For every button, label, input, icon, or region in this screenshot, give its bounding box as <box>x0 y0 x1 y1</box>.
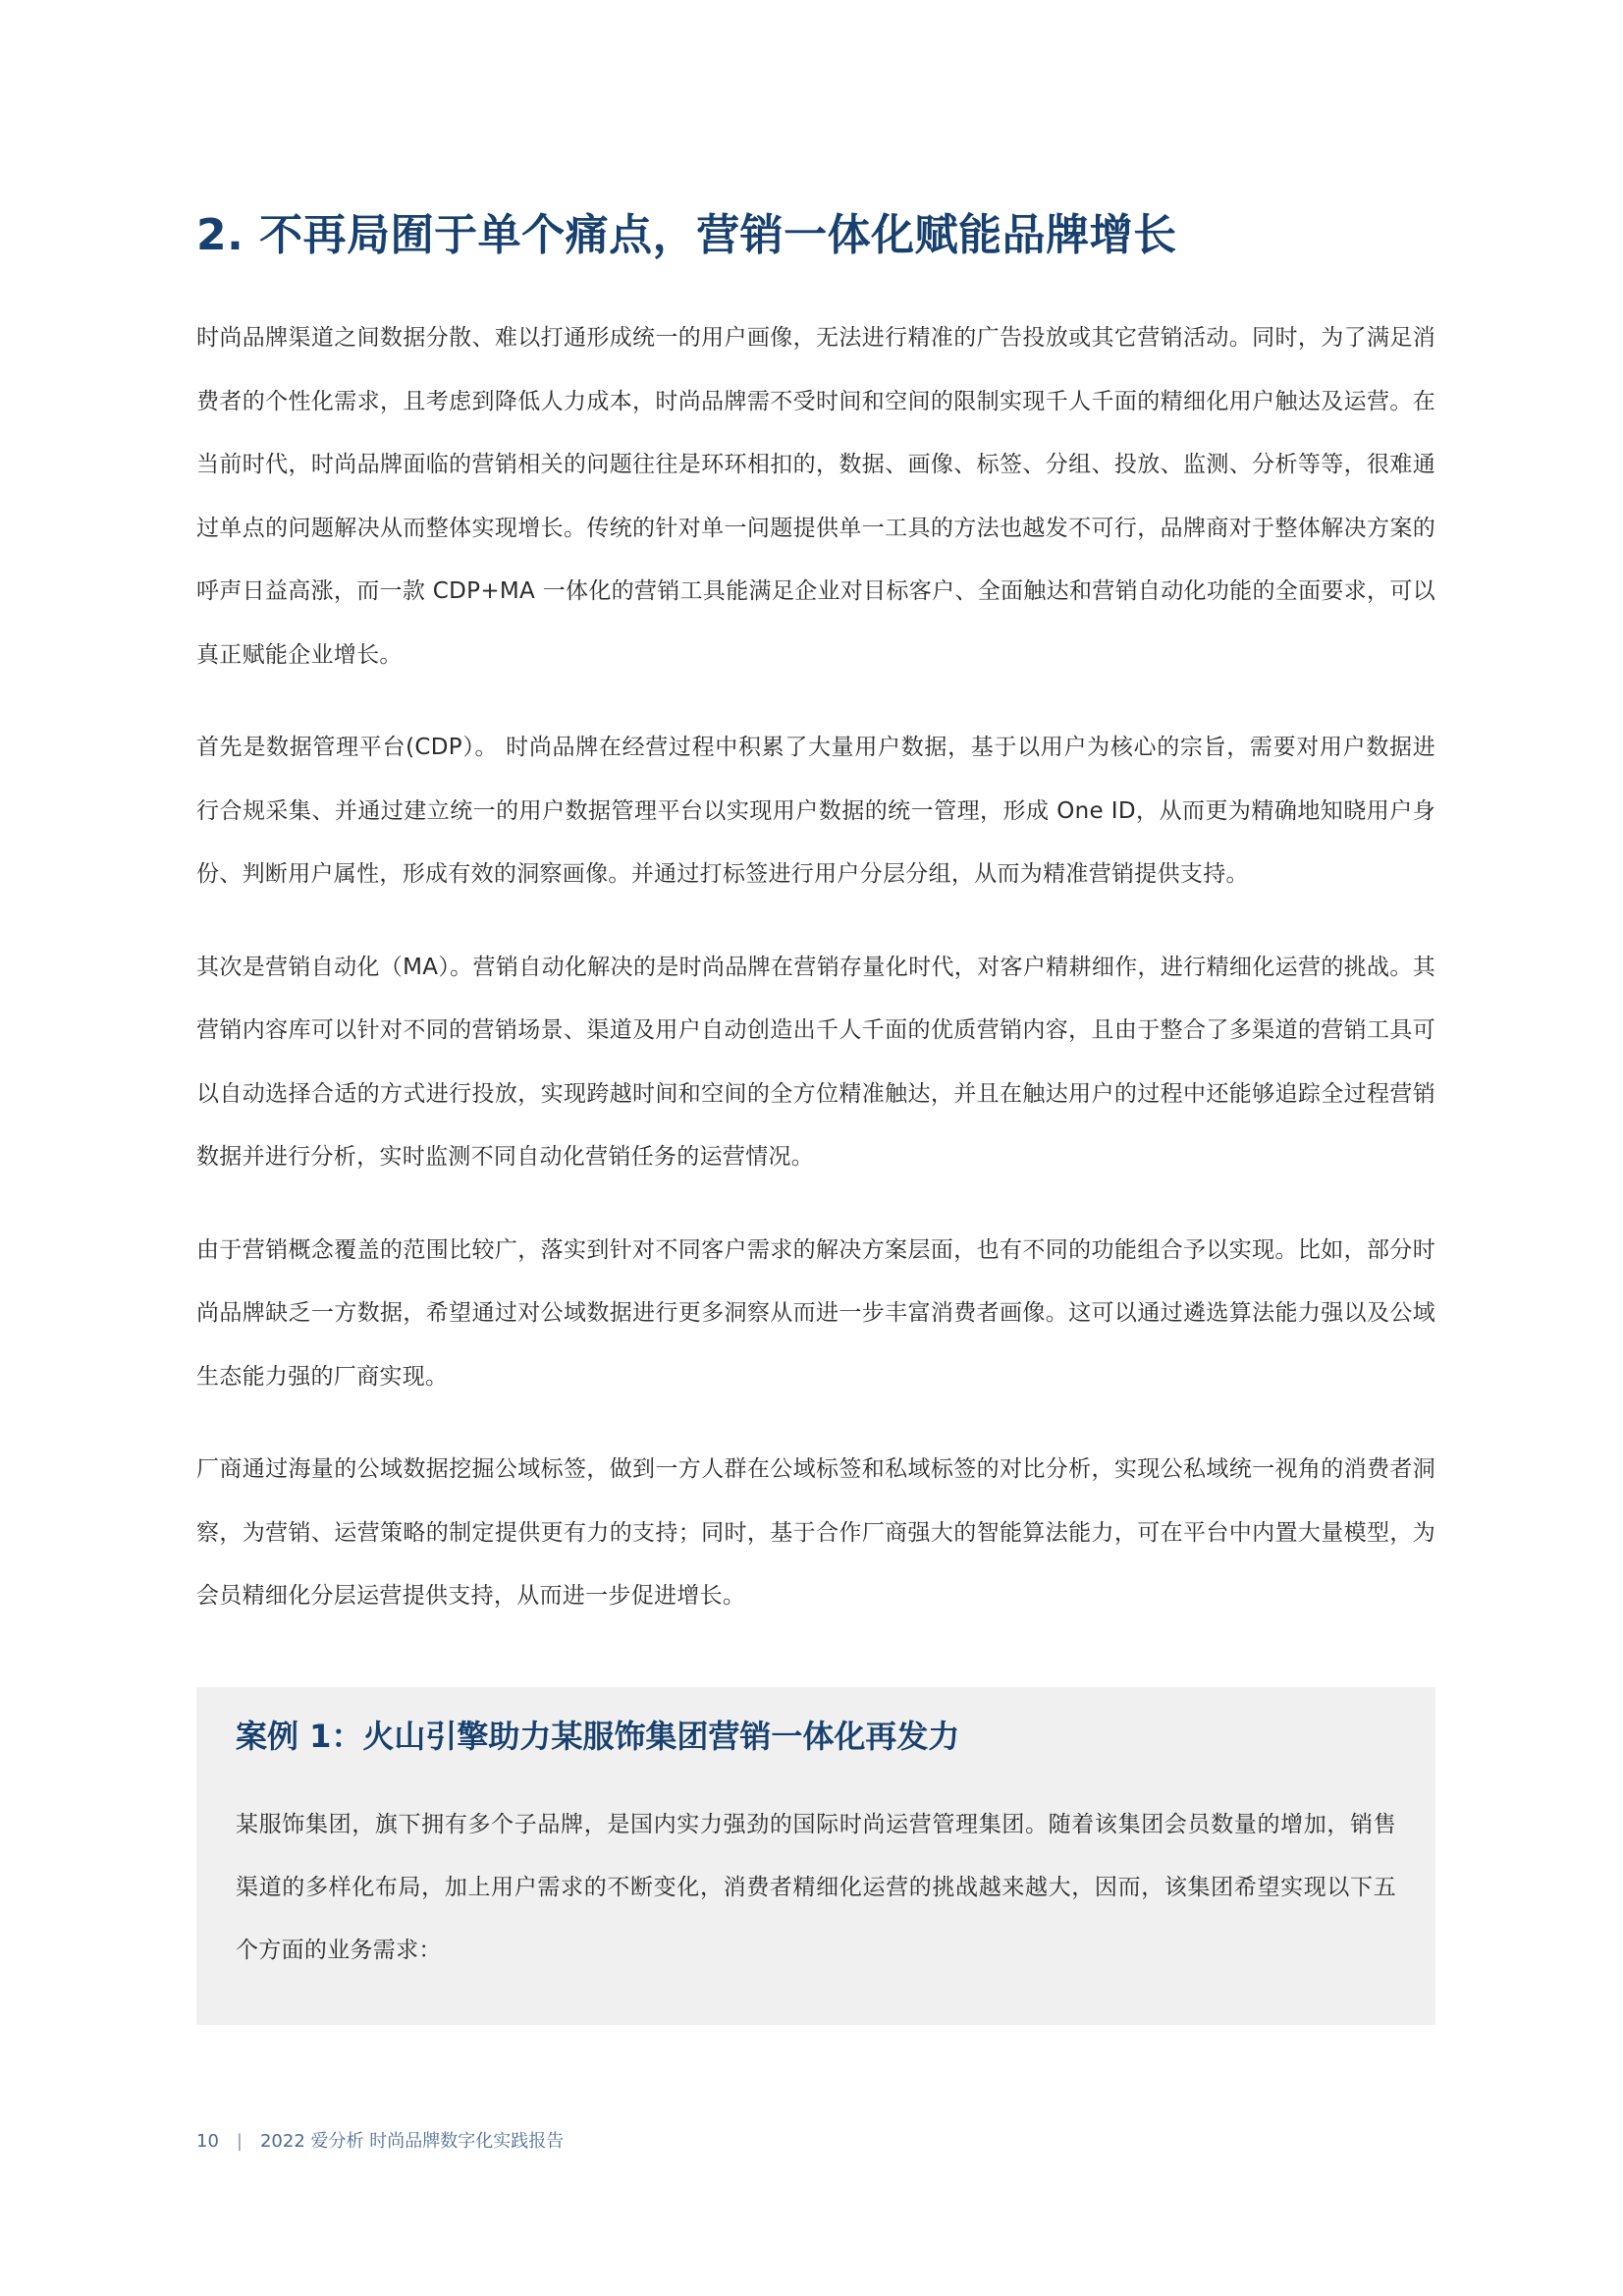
paragraph: 时尚品牌渠道之间数据分散、难以打通形成统一的用户画像，无法进行精准的广告投放或其它营销活动。同时，为了满足消费者的个性化需求，且考虑到降低人力成本，时尚品牌需不受时间和空间的限制实现千人千面的精细化用户触达及运营。在当前时代，时尚品牌面临的营销相关的问题往往是环环相扣的，数据、画像、标签、分组、投放、监测、分析等等，很难通过单点的问题解决从而整体实现增长。传统的针对单一问题提供单一工具的方法也越发不可行，品牌商对于整体解决方案的呼声日益高涨，而一款 CDP+MA 一体化的营销工具能满足企业对目标客户、全面触达和营销自动化功能的全面要求，可以真正赋能企业增长。 <box>196 325 1435 668</box>
case-study-text: 某服饰集团，旗下拥有多个子品牌，是国内实力强劲的国际时尚运营管理集团。随着该集团会员数量的增加，销售渠道的多样化布局，加上用户需求的不断变化，消费者精细化运营的挑战越来越大，因而，该集团希望实现以下五个方面的业务需求： <box>236 1812 1396 1963</box>
paragraph: 由于营销概念覆盖的范围比较广，落实到针对不同客户需求的解决方案层面，也有不同的功能组合予以实现。比如，部分时尚品牌缺乏一方数据，希望通过对公域数据进行更多洞察从而进一步丰富消费者画像。这可以通过遴选算法能力强以及公域生态能力强的厂商实现。 <box>196 1236 1435 1390</box>
report-title: 2022 爱分析 时尚品牌数字化实践报告 <box>259 2131 565 2152</box>
paragraph: 首先是数据管理平台(CDP）。 时尚品牌在经营过程中积累了大量用户数据，基于以用户为核心的宗旨，需要对用户数据进行合规采集、并通过建立统一的用户数据管理平台以实现用户数据的统一管理，形成 One ID，从而更为精确地知晓用户身份、判断用户属性，形成有效的洞察画像。并通过打标签进行用户分层分组，从而为精准营销提供支持。 <box>196 735 1435 887</box>
paragraph: 其次是营销自动化（MA）。营销自动化解决的是时尚品牌在营销存量化时代，对客户精耕细作，进行精细化运营的挑战。其营销内容库可以针对不同的营销场景、渠道及用户自动创造出千人千面的优质营销内容，且由于整合了多渠道的营销工具可以自动选择合适的方式进行投放，实现跨越时间和空间的全方位精准触达，并且在触达用户的过程中还能够追踪全过程营销数据并进行分析，实时监测不同自动化营销任务的运营情况。 <box>196 954 1435 1170</box>
body-text <box>196 306 1435 1658</box>
case-study-title: 案例 1：火山引擎助力某服饰集团营销一体化再发力 <box>236 1718 960 1755</box>
page-footer <box>196 2129 564 2155</box>
section-heading: 2. 不再局囿于单个痛点，营销一体化赋能品牌增长 <box>196 210 1177 260</box>
case-study-box <box>196 1687 1435 2025</box>
footer-separator: | <box>236 2131 243 2152</box>
paragraph: 厂商通过海量的公域数据挖掘公域标签，做到一方人群在公域标签和私域标签的对比分析，实现公私域统一视角的消费者洞察，为营销、运营策略的制定提供更有力的支持；同时，基于合作厂商强大的智能算法能力，可在平台中内置大量模型，为会员精细化分层运营提供支持，从而进一步促进增长。 <box>196 1456 1435 1609</box>
page-number: 10 <box>196 2131 219 2152</box>
